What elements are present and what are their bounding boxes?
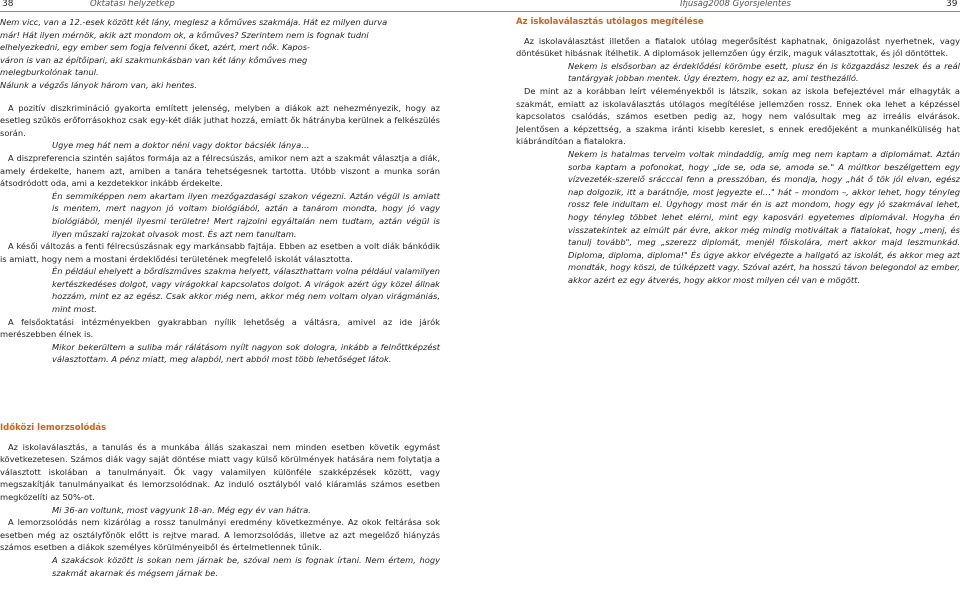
right-page-number: 39 — [946, 0, 958, 9]
right-running-title: Ifjúság2008 Gyorsjelentés — [680, 0, 791, 9]
body-paragraph: Az iskolaválasztás, a tanulás és a munkába állás szakaszai nem minden esetben követik egymást következetesen. Számos diák vagy saját döntése miatt vagy külső körülmények hatására nem folytatja a választott iskolában a tanulmányait. Ők vagy valamilyen különféle szakképzések között, vagy megszakítják tanulmányaikat és lemorzsolódnak. Az induló osztályból való kiáramlás számos esetben megközelíti az 50%-ot. — [0, 441, 440, 502]
interview-quote: A szakácsok között is sokan nem járnak be, szóval nem is fognak írtani. Nem értem, hogy szakmát akarnak és mégsem járnak be. — [52, 554, 440, 578]
body-paragraph: A lemorzsolódás nem kizárólag a rossz tanulmányi eredmény következménye. Az okok feltárása sok esetben még az osztályfőnök előtt is rejtve marad. A lemorzsolódás, illetve az azt megelőző hiányzás számos esetben a diákok személyes körülményeiből és értelmetlennek tűnik. — [0, 517, 440, 553]
interview-quote: Nekem is hatalmas terveim voltak mindaddig, amíg meg nem kaptam a diplomámat. Aztán sorba kaptam a pofonokat, hogy „ide se, oda se, amoda se." A múltkor beszélgettem egy vízvezeték-szerelő srácccal fenn a presszóban, és mondja, hogy „hát ő tök jól elvan, egész nap dolgozik, itt a barátnője, most jegyezte el…" hát – mondom –, akkor lehet, hogy tényleg rossz fele indultam el. Úgyhogy most már én is azt mondom, hogy egy jó szakmával lehet, hogy tényleg többet lehet elérni, mint egy kaposvári egyetemes diplomával. Hogyha én visszatekintek az elmúlt pár évre, akkor még mindig motiváltak a fiatalokat, hogy „menj, és tanulj tovább", meg „szerezz diplomát, menjél főiskolára, mert akkor majd leszmunkád. Diploma, diploma, diploma!" És úgye akkor elvégezte a hallgató az iskolát, és akkor meg azt mondták, hogy köszi, de túlképzett vagy. Szóval azért, ha hosszú távon belegondol az ember, akkor azért ez egy átverés, hogy akkor most milyen cél van e mögött. — [568, 148, 960, 285]
header-rule — [0, 11, 960, 12]
spacer — [0, 92, 440, 102]
body-paragraph: De mint az a korábban leírt véleményekből is látszik, sokan az iskola befejeztével már elhagyták a szakmát, emiatt az iskolaválasztás utólagos megítélése jellemzően rossz. Ennek oka lehet a képzéssel kapcsolatos csalódás, számos esetben pedig az, hogy nem valósultak meg az irreális elvárások. Jelentősen a képzettség, a szakma iránti kisebb kereslet, s ennek eredőjeként a munkanélküliség hat kiábrándítóan a fiatalokra. — [516, 85, 960, 147]
intro-line: melegburkolónak tanul. — [0, 67, 99, 78]
section-heading: Az iskolaválasztás utólagos megítélése — [516, 17, 704, 27]
interview-quote: Ugye meg hát nem a doktor néni vagy doktor bácsiék lánya… — [52, 140, 310, 151]
body-paragraph: A felsőoktatási intézményekben gyakrabban nyílik lehetőség a váltásra, amivel az ide járók merészebben élnek is. — [0, 316, 440, 340]
intro-line: váron is van az építőipari, aki szakmunkásban van két lány kőműves meg — [0, 54, 308, 65]
left-column — [0, 16, 440, 366]
intro-line: Nálunk a végzős lányok három van, aki hentes. — [0, 79, 197, 90]
intro-quote — [0, 16, 440, 92]
body-paragraph: A diszpreferencia szintén sajátos formája az a félrecsúszás, amikor nem azt a szakmát választja a diák, amely érdekelte, hanem azt, amiben a tanára tehetségesnek tartotta. Utóbb viszont a munka során átsodródott oda, ami a kezdetekkor inkább érdekelte. — [0, 152, 440, 189]
intro-line: elhelyezkedni, egy ember sem fogja felvenni őket, azért, mert nők. Kapos- — [0, 42, 311, 53]
intro-line: már! Hát ilyen mérnök, akik azt mondom ok, a kőműves? Szerintem nem is fognak tudni — [0, 29, 369, 40]
right-column — [516, 16, 960, 286]
section-heading: Időközi lemorzsolódás — [0, 423, 107, 433]
intro-line: Nem vicc, van a 12.-esek között két lány, meglesz a kőműves szakmája. Hát ez milyen durva — [0, 17, 388, 27]
interview-quote: Nekem is elsősorban az érdeklődési körömbe esett, plusz én is közgazdász leszek és a reál tantárgyak jobban mentek. Úgy éreztem, hogy ez az, ami testhezálló. — [568, 60, 960, 84]
body-paragraph: A késői változás a fenti félrecsúszásnak egy markánsabb fajtája. Ebben az esetben a volt diák bánkódik is amiatt, hogy nem a mostani érdeklődési területének megfelelő iskolát választotta. — [0, 241, 440, 264]
body-paragraph: Az iskolaválasztást illetően a fiatalok utólag megerősítést kaphatnak, önigazolást nyerhetnek, vagy döntésüket hibásnak ítélhetik. A diplomások jellemzően úgy érzik, maguk választottak, és jól döntöttek. — [516, 35, 960, 59]
interview-quote: Mi 36-an voltunk, most vagyunk 18-an. Még egy év van hátra. — [52, 504, 311, 515]
dropout-section — [0, 422, 440, 579]
left-page-number: 38 — [2, 0, 14, 9]
body-paragraph: A pozitív diszkrimináció gyakorta említett jelenség, melyben a diákok azt nehezményezik, hogy az esetleg szűkös erőforrásokhoz csak egy-két diák juthat hozzá, emiatt ők hátrányba kerülnek a felkészülés során. — [0, 102, 440, 138]
interview-quote: Mikor bekerültem a suliba már rálátásom nyílt nagyon sok dologra, inkább a felnőttképzést választottam. A pénz miatt, meg alapból, nert abból most több lehetőséget látok. — [52, 341, 440, 365]
interview-quote: Én például ehelyett a bőrdíszműves szakma helyett, választhattam volna például valamilyen kertészkedéses dolgot, vagy virágokkal kapcsolatos dolgot. A virágok azért úgy közel állnak hozzám, mint ez az egész. Csak akkor még nem, akkor még nem voltam olyan virágmániás, mint most. — [52, 266, 440, 315]
interview-quote: Én semmiképpen nem akartam ilyen mezőgazdasági szakon végezni. Aztán végül is amiatt is mentem, mert nagyon jó voltam biológiából, aztán a tanárom mondta, hogy jó vagy biológiából, menjél ilyesmi területre! Mert rajzolni egyáltalán nem tudtam, aztán végül is ilyen műszaki rajzokat olvasok most. És azt nem tanultam. — [52, 190, 440, 239]
left-running-title: Oktatási helyzetkép — [90, 0, 175, 9]
